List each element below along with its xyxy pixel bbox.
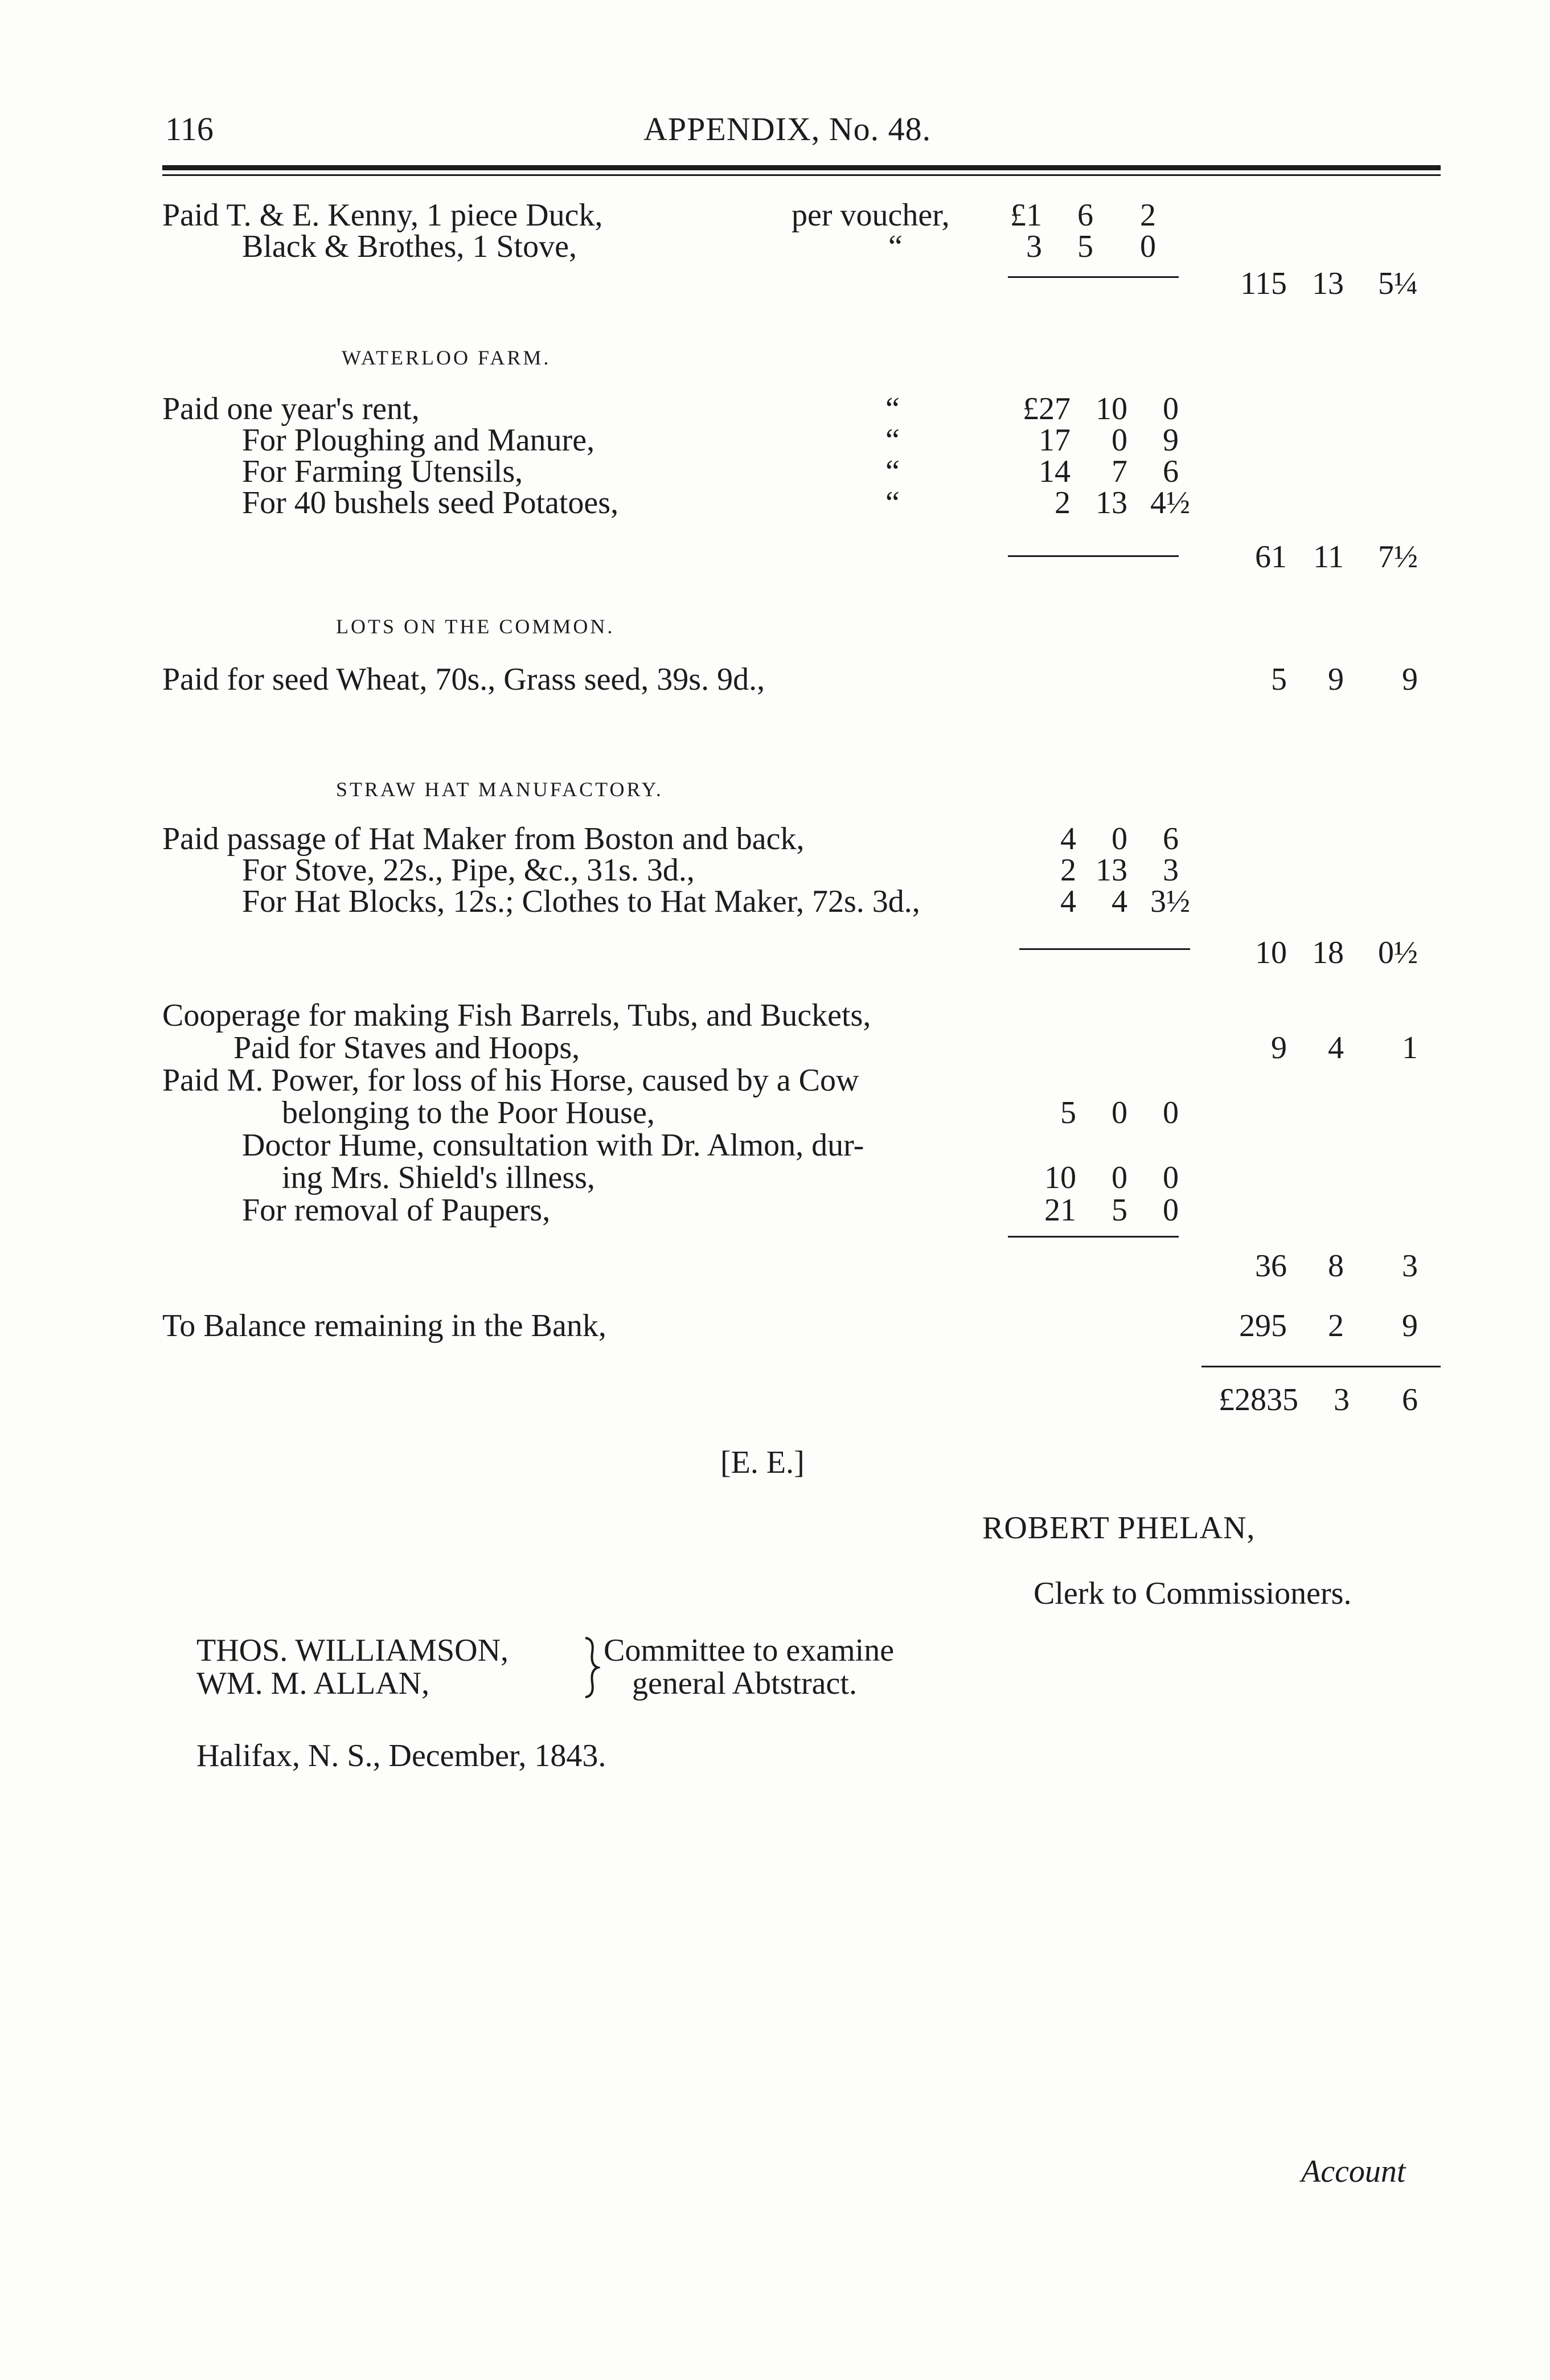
balance-shillings: 2	[1328, 1308, 1344, 1343]
straw-blocks-pounds: 4	[1060, 884, 1076, 919]
straw-total-pounds: 10	[1255, 935, 1287, 970]
straw-stove-pence: 3	[1163, 853, 1179, 888]
waterloo-potatoes-pence: 4½	[1150, 485, 1190, 521]
waterloo-potatoes-pounds: 2	[1055, 485, 1071, 521]
waterloo-total-shillings: 11	[1313, 539, 1344, 575]
header-rule-thin	[162, 174, 1441, 176]
straw-stove-pounds: 2	[1060, 853, 1076, 888]
grand-total-pounds: £2835	[1219, 1382, 1298, 1418]
balance-pence: 9	[1402, 1308, 1418, 1343]
lots-heading: LOTS ON THE COMMON.	[336, 615, 615, 638]
waterloo-plough-shillings: 0	[1112, 423, 1127, 458]
hume-shillings: 0	[1112, 1160, 1127, 1195]
waterloo-rent-label: Paid one year's rent,	[162, 391, 420, 427]
straw-total-shillings: 18	[1312, 935, 1344, 970]
waterloo-plough-voucher: “	[885, 423, 900, 458]
power-pence: 0	[1163, 1095, 1179, 1130]
hume-pence: 0	[1163, 1160, 1179, 1195]
waterloo-utensils-pounds: 14	[1039, 454, 1071, 489]
kenny-voucher: per voucher,	[792, 198, 950, 233]
lots-total-pence: 9	[1402, 662, 1418, 697]
straw-total-pence: 0½	[1378, 935, 1418, 970]
black-pounds: 3	[1026, 229, 1042, 264]
waterloo-utensils-shillings: 7	[1112, 454, 1127, 489]
kenny-pounds: £1	[1010, 198, 1042, 233]
balance-label: To Balance remaining in the Bank,	[162, 1308, 606, 1343]
waterloo-rent-voucher: “	[885, 391, 900, 427]
straw-passage-label: Paid passage of Hat Maker from Boston and back,	[162, 821, 805, 857]
waterloo-total-pounds: 61	[1255, 539, 1287, 575]
power-pounds: 5	[1060, 1095, 1076, 1130]
straw-passage-pence: 6	[1163, 821, 1179, 857]
straw-blocks-pence: 3½	[1150, 884, 1190, 919]
kenny-label: Paid T. & E. Kenny, 1 piece Duck,	[162, 198, 603, 233]
lots-total-pounds: 5	[1271, 662, 1287, 697]
cooperage-line2: Paid for Staves and Hoops,	[233, 1030, 580, 1066]
hume-pounds: 10	[1044, 1160, 1076, 1195]
waterloo-plough-label: For Ploughing and Manure,	[242, 423, 595, 458]
kenny-shillings: 6	[1077, 198, 1093, 233]
cooperage-total-pounds: 9	[1271, 1030, 1287, 1066]
waterloo-potatoes-label: For 40 bushels seed Potatoes,	[242, 485, 619, 521]
hume-line2: ing Mrs. Shield's illness,	[282, 1160, 595, 1195]
waterloo-plough-pence: 9	[1163, 423, 1179, 458]
waterloo-potatoes-voucher: “	[885, 485, 900, 521]
misc-subtotal-rule	[1008, 1236, 1179, 1238]
straw-subtotal-rule	[1019, 948, 1190, 950]
straw-passage-shillings: 0	[1112, 821, 1127, 857]
clerk-role: Clerk to Commissioners.	[1034, 1576, 1352, 1611]
straw-blocks-shillings: 4	[1112, 884, 1127, 919]
straw-heading: STRAW HAT MANUFACTORY.	[336, 778, 663, 801]
opening-total-pounds: 115	[1240, 266, 1287, 301]
committee-brace-icon	[581, 1636, 600, 1699]
lots-line: Paid for seed Wheat, 70s., Grass seed, 39s. 9d.,	[162, 662, 765, 697]
balance-pounds: 295	[1239, 1308, 1287, 1343]
misc-total-shillings: 8	[1328, 1248, 1344, 1284]
misc-total-pence: 3	[1402, 1248, 1418, 1284]
lots-total-shillings: 9	[1328, 662, 1344, 697]
waterloo-rent-shillings: 10	[1096, 391, 1127, 427]
black-shillings: 5	[1077, 229, 1093, 264]
waterloo-heading: WATERLOO FARM.	[342, 346, 551, 369]
opening-total-pence: 5¼	[1378, 266, 1418, 301]
power-line1: Paid M. Power, for loss of his Horse, caused by a Cow	[162, 1063, 859, 1098]
catchword: Account	[1301, 2154, 1406, 2189]
paupers-pence: 0	[1163, 1193, 1179, 1228]
ee-mark: [E. E.]	[720, 1445, 805, 1480]
black-voucher: “	[888, 229, 903, 264]
waterloo-total-pence: 7½	[1378, 539, 1418, 575]
grand-total-rule	[1202, 1366, 1441, 1367]
straw-stove-shillings: 13	[1096, 853, 1127, 888]
black-pence: 0	[1140, 229, 1156, 264]
committee-name-2: WM. M. ALLAN,	[196, 1666, 430, 1701]
header-rule-thick	[162, 165, 1441, 170]
misc-total-pounds: 36	[1255, 1248, 1287, 1284]
kenny-pence: 2	[1140, 198, 1156, 233]
waterloo-rent-pence: 0	[1163, 391, 1179, 427]
opening-subtotal-rule	[1008, 276, 1179, 278]
committee-desc-1: Committee to examine	[604, 1633, 895, 1668]
committee-desc-2: general Abtstract.	[632, 1666, 857, 1701]
paupers-line: For removal of Paupers,	[242, 1193, 551, 1228]
page-title: APPENDIX, No. 48.	[643, 110, 932, 148]
waterloo-potatoes-shillings: 13	[1096, 485, 1127, 521]
waterloo-plough-pounds: 17	[1039, 423, 1071, 458]
paupers-pounds: 21	[1044, 1193, 1076, 1228]
clerk-name: ROBERT PHELAN,	[982, 1510, 1256, 1546]
cooperage-line1: Cooperage for making Fish Barrels, Tubs, and Buckets,	[162, 998, 871, 1033]
straw-passage-pounds: 4	[1060, 821, 1076, 857]
waterloo-utensils-voucher: “	[885, 454, 900, 489]
waterloo-utensils-pence: 6	[1163, 454, 1179, 489]
straw-blocks-label: For Hat Blocks, 12s.; Clothes to Hat Maker, 72s. 3d.,	[242, 884, 920, 919]
grand-total-shillings: 3	[1334, 1382, 1350, 1418]
place-date: Halifax, N. S., December, 1843.	[196, 1738, 606, 1773]
hume-line1: Doctor Hume, consultation with Dr. Almon, dur-	[242, 1128, 864, 1163]
cooperage-total-shillings: 4	[1328, 1030, 1344, 1066]
grand-total-pence: 6	[1402, 1382, 1418, 1418]
paupers-shillings: 5	[1112, 1193, 1127, 1228]
waterloo-rent-pounds: £27	[1023, 391, 1071, 427]
cooperage-total-pence: 1	[1402, 1030, 1418, 1066]
power-line2: belonging to the Poor House,	[282, 1095, 655, 1130]
waterloo-subtotal-rule	[1008, 555, 1179, 557]
committee-name-1: THOS. WILLIAMSON,	[196, 1633, 509, 1668]
black-label: Black & Brothes, 1 Stove,	[242, 229, 577, 264]
opening-total-shillings: 13	[1312, 266, 1344, 301]
page-number: 116	[165, 110, 214, 148]
waterloo-utensils-label: For Farming Utensils,	[242, 454, 523, 489]
straw-stove-label: For Stove, 22s., Pipe, &c., 31s. 3d.,	[242, 853, 695, 888]
power-shillings: 0	[1112, 1095, 1127, 1130]
